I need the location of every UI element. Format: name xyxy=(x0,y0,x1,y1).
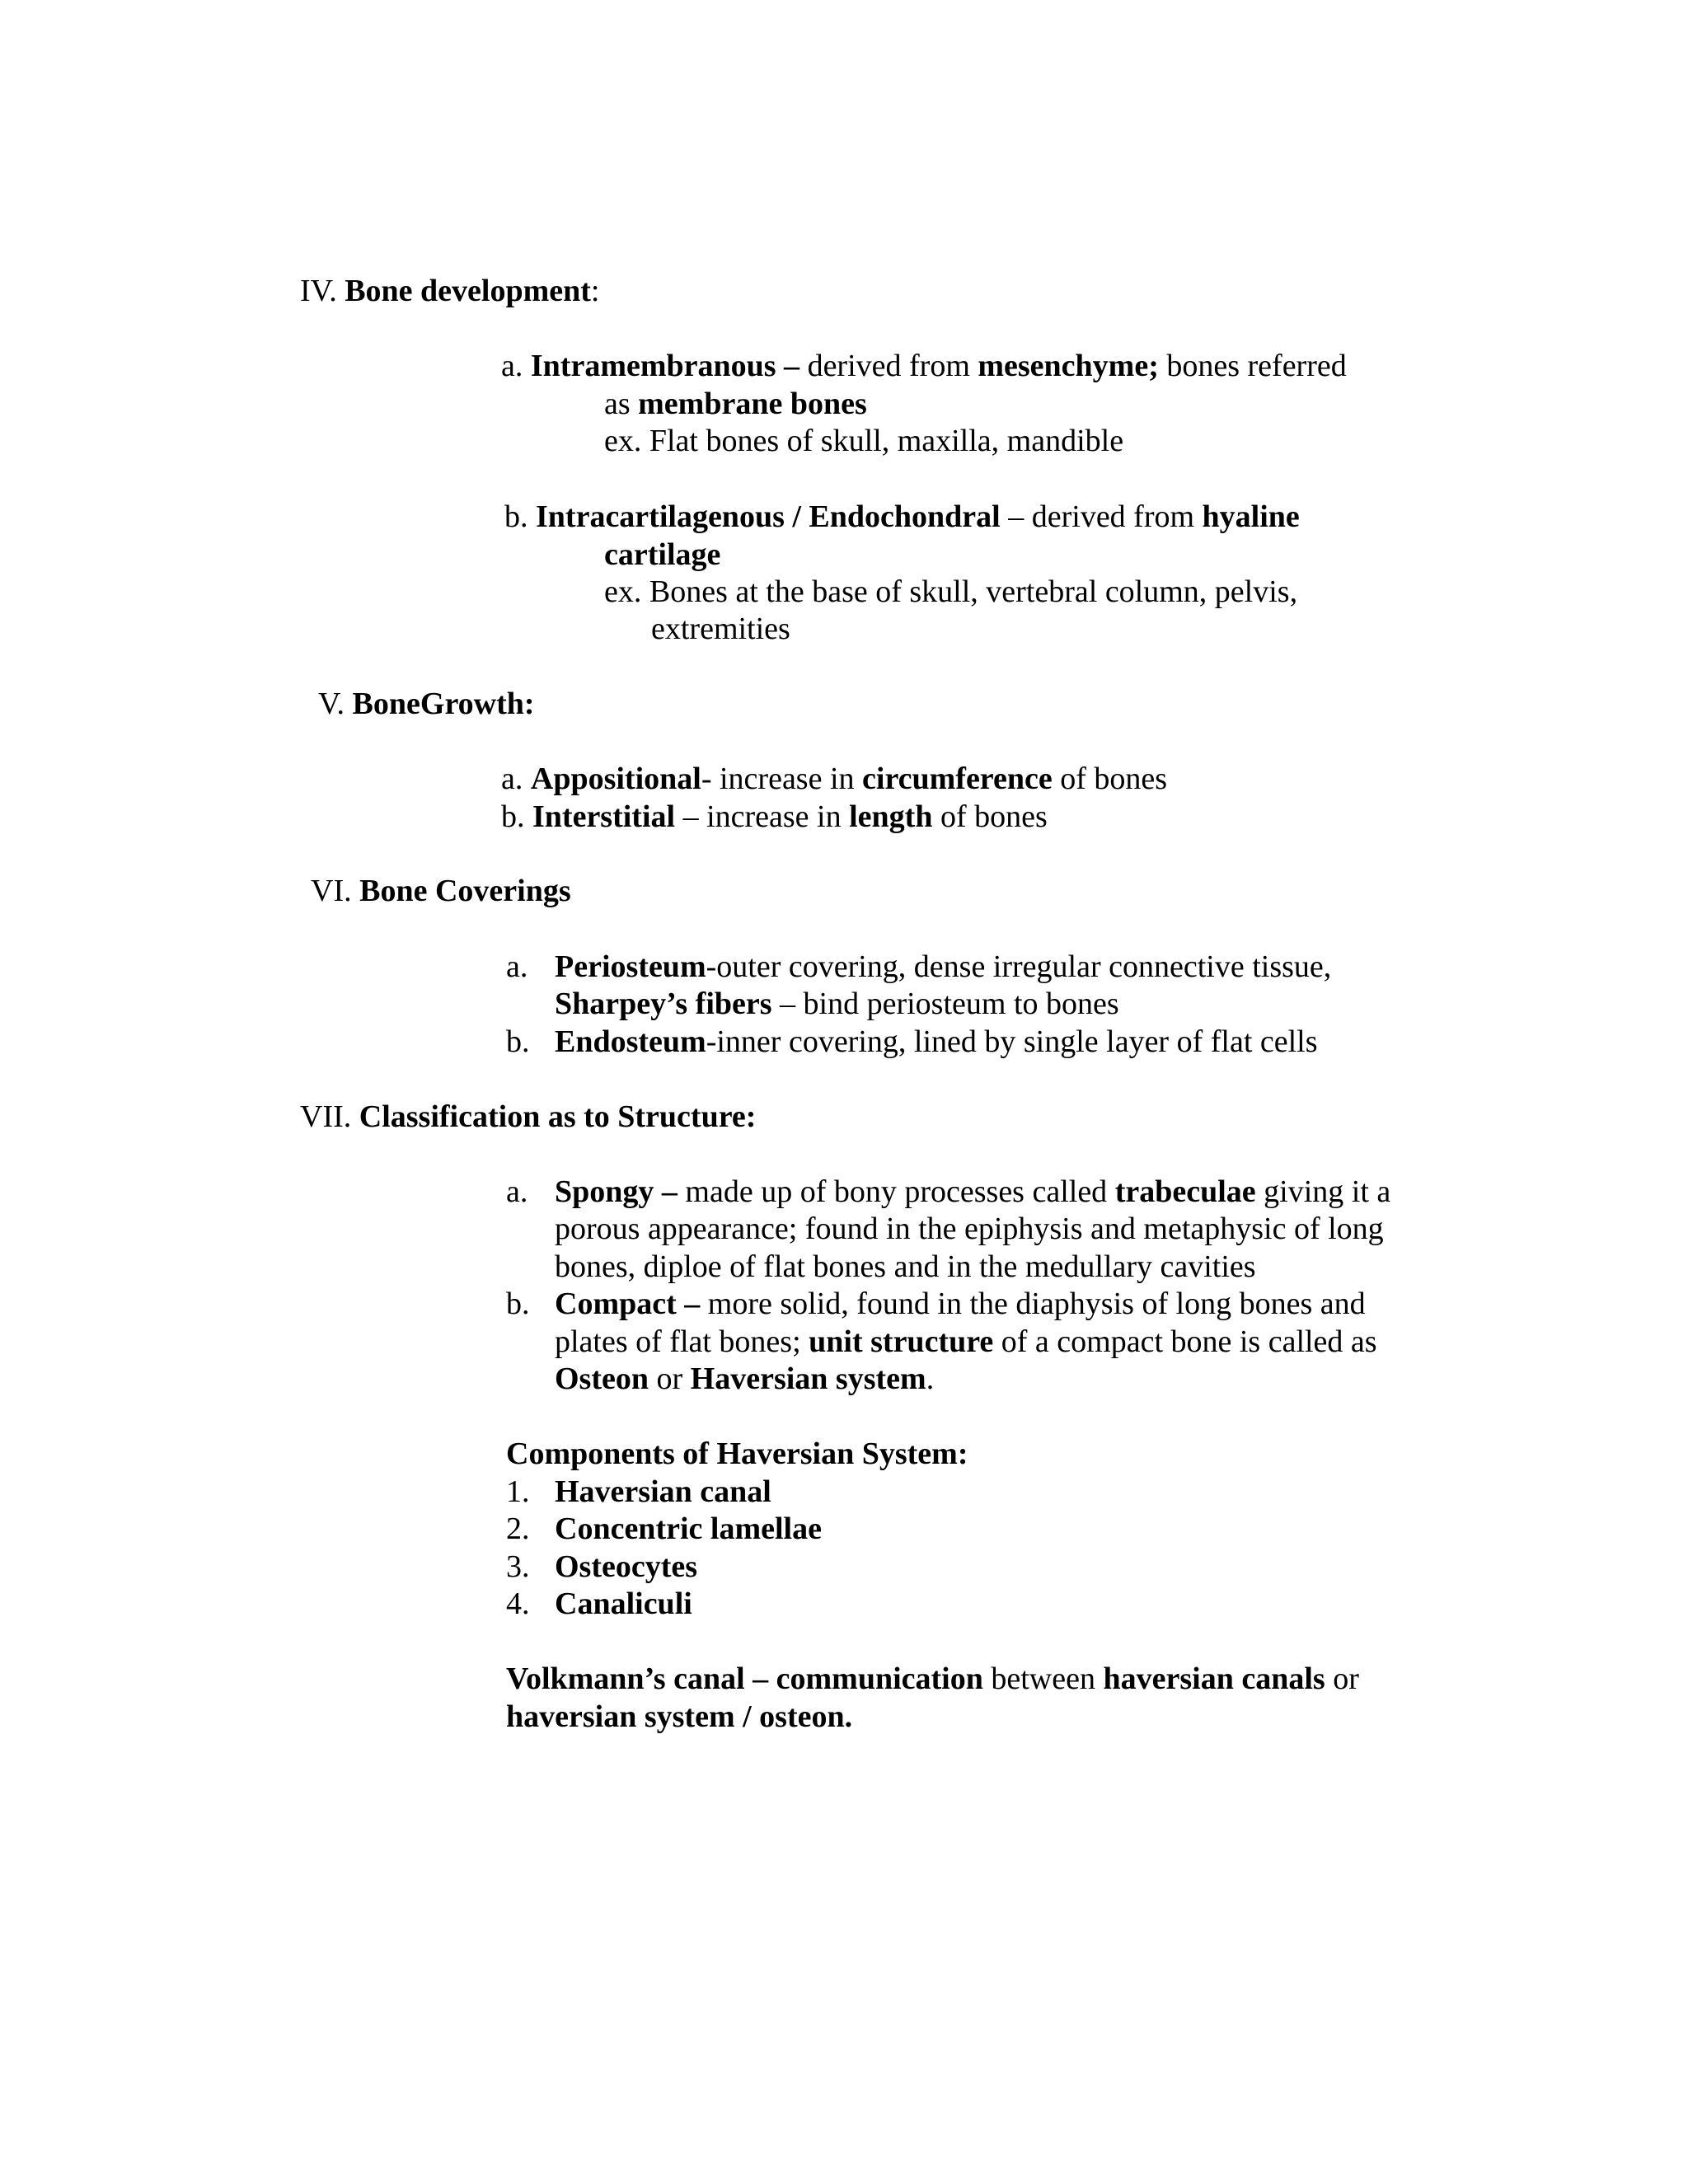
section-v-heading xyxy=(318,685,535,723)
iv-item-b-example-cont: extremities xyxy=(651,612,790,646)
section-numeral: V. xyxy=(318,687,345,721)
vii-item-a-line2: porous appearance; found in the epiphysis and metaphysic of long xyxy=(555,1212,1384,1246)
vi-item-b-line1: Endosteum-inner covering, lined by single layer of flat cells xyxy=(555,1024,1318,1059)
component-number: 2. xyxy=(506,1511,530,1546)
section-title: Bone Coverings xyxy=(359,874,571,908)
iv-item-b-example: ex. Bones at the base of skull, vertebral column, pelvis, xyxy=(604,574,1298,609)
vi-item-a-marker: a. xyxy=(506,949,528,984)
vi-item-a-line2: Sharpey’s fibers – bind periosteum to bones xyxy=(555,987,1119,1021)
section-title: Classification as to Structure: xyxy=(359,1099,757,1134)
v-item-b: b. Interstitial – increase in length of bones xyxy=(501,799,1048,834)
component-item: Canaliculi xyxy=(555,1586,692,1621)
iv-item-a-line1: a. Intramembranous – derived from mesenchyme; bones referred xyxy=(501,349,1347,383)
volkmann-line2: haversian system / osteon. xyxy=(506,1699,853,1734)
vi-item-b-marker: b. xyxy=(506,1024,530,1059)
v-item-a: a. Appositional- increase in circumference of bones xyxy=(501,762,1168,796)
component-number: 1. xyxy=(506,1474,530,1509)
vii-item-a-marker: a. xyxy=(506,1174,528,1209)
iv-item-a-example: ex. Flat bones of skull, maxilla, mandible xyxy=(604,424,1124,458)
section-vii-heading xyxy=(300,1098,756,1136)
vi-item-a-line1: Periosteum-outer covering, dense irregular connective tissue, xyxy=(555,949,1332,984)
vii-item-b-line1: Compact – more solid, found in the diaphysis of long bones and xyxy=(555,1286,1366,1321)
section-title: BoneGrowth: xyxy=(352,687,535,721)
section-vi-heading xyxy=(311,872,571,910)
components-heading: Components of Haversian System: xyxy=(506,1436,968,1471)
section-numeral: VII. xyxy=(300,1099,352,1134)
component-number: 4. xyxy=(506,1586,530,1621)
vii-item-b-marker: b. xyxy=(506,1286,530,1321)
section-numeral: IV. xyxy=(300,274,337,308)
iv-item-a-line2: as membrane bones xyxy=(604,387,867,421)
vii-item-b-line2: plates of flat bones; unit structure of a compact bone is called as xyxy=(555,1324,1377,1359)
vii-item-a-line3: bones, diploe of flat bones and in the medullary cavities xyxy=(555,1249,1256,1284)
iv-item-b-line2: cartilage xyxy=(604,537,721,572)
section-iv-heading: IV. Bone development: xyxy=(300,274,600,308)
vii-item-b-line3: Osteon or Haversian system. xyxy=(555,1361,935,1396)
section-title: Bone development xyxy=(345,274,591,308)
component-item: Haversian canal xyxy=(555,1474,771,1509)
component-item: Concentric lamellae xyxy=(555,1511,822,1546)
volkmann-line1: Volkmann’s canal – communication between haversian canals or xyxy=(506,1661,1359,1696)
component-number: 3. xyxy=(506,1549,530,1584)
iv-item-b-line1: b. Intracartilagenous / Endochondral – derived from hyaline xyxy=(504,499,1300,534)
vii-item-a-line1: Spongy – made up of bony processes called trabeculae giving it a xyxy=(555,1174,1391,1209)
component-item: Osteocytes xyxy=(555,1549,698,1584)
section-numeral: VI. xyxy=(311,874,352,908)
